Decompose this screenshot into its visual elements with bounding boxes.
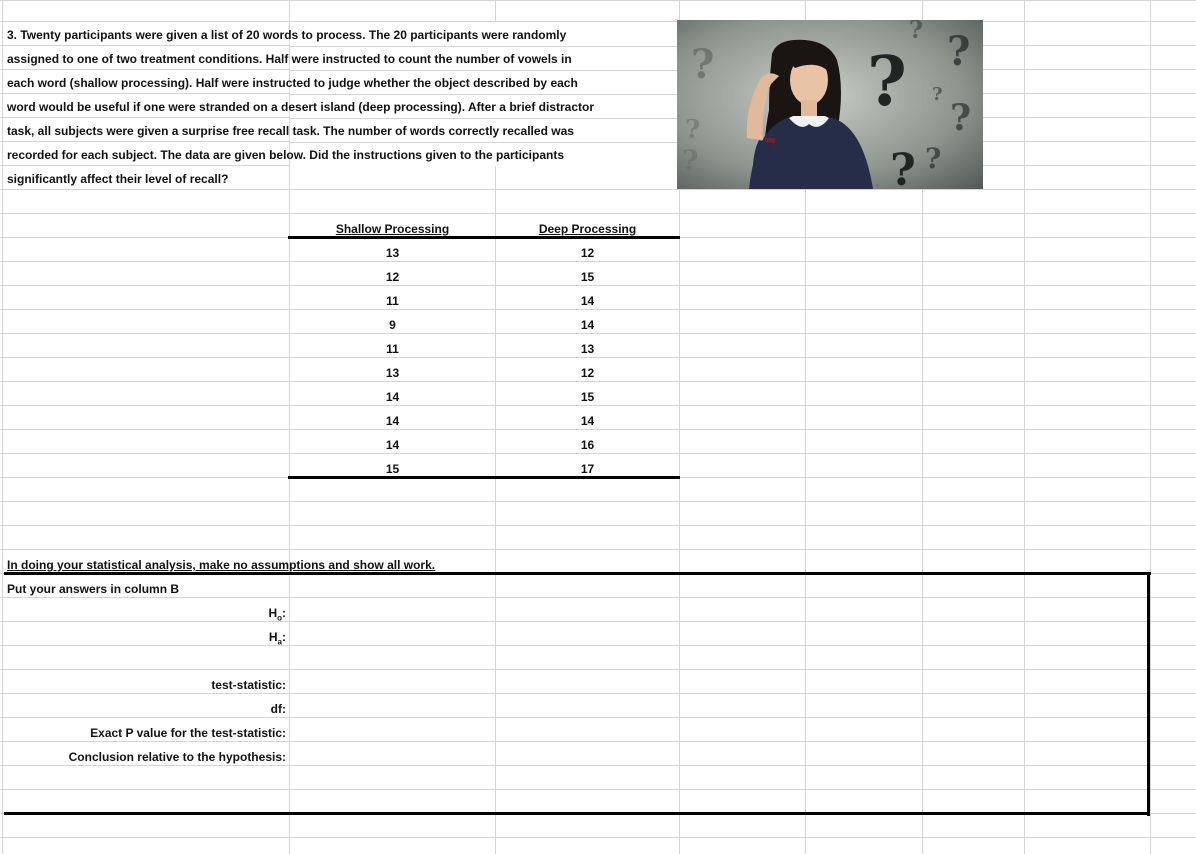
- gridline: [0, 405, 1196, 406]
- table-cell[interactable]: 14: [580, 294, 595, 308]
- thinking-woman-photo[interactable]: [677, 20, 983, 189]
- table-cell[interactable]: 11: [386, 294, 399, 308]
- question-mark-icon: ?: [691, 41, 715, 88]
- gridline: [0, 789, 1196, 790]
- alternative-hypothesis-label: $H_a$:: [268, 630, 286, 647]
- table-cell[interactable]: 12: [580, 246, 595, 260]
- question-mark-icon: ?: [925, 142, 942, 175]
- table-cell[interactable]: 15: [580, 270, 595, 284]
- table-cell[interactable]: 9: [389, 318, 396, 332]
- question-mark-icon: ?: [947, 28, 971, 75]
- table-cell[interactable]: 16: [580, 438, 595, 452]
- table-cell[interactable]: 15: [385, 462, 400, 476]
- gridline: [0, 453, 1196, 454]
- column-header-deep: Deep Processing: [538, 222, 637, 236]
- answer-box-top-border: [4, 572, 1151, 575]
- conclusion-label: Conclusion relative to the hypothesis:: [68, 750, 286, 764]
- question-mark-icon: ?: [950, 97, 972, 139]
- table-cell[interactable]: 14: [385, 414, 400, 428]
- question-line: recorded for each subject. The data are given below. Did the instructions given to the participants: [7, 148, 564, 162]
- table-cell[interactable]: 14: [580, 414, 595, 428]
- gridline: [0, 597, 1196, 598]
- question-line: task, all subjects were given a surprise free recall task. The number of words correctly recalled was: [7, 124, 574, 138]
- question-mark-icon: ?: [685, 115, 701, 145]
- gridline: [0, 429, 1196, 430]
- gridline: [0, 669, 1196, 670]
- question-mark-icon: ?: [890, 145, 916, 189]
- gridline: [0, 261, 1196, 262]
- gridline: [0, 0, 1196, 1]
- df-label: df:: [270, 702, 286, 716]
- gridline: [0, 333, 1196, 334]
- question-line: 3. Twenty participants were given a list of 20 words to process. The 20 participants were randomly: [7, 28, 567, 42]
- table-cell[interactable]: 13: [580, 342, 595, 356]
- table-top-border: [288, 236, 680, 239]
- table-cell[interactable]: 12: [385, 270, 400, 284]
- answer-column-note: Put your answers in column B: [7, 582, 180, 596]
- gridline: [0, 285, 1196, 286]
- gridline: [290, 142, 677, 143]
- gridline: [2, 0, 3, 854]
- gridline: [0, 381, 1196, 382]
- gridline: [0, 357, 1196, 358]
- table-cell[interactable]: 15: [580, 390, 595, 404]
- gridline: [0, 189, 1196, 190]
- photo-illustration: [677, 20, 983, 189]
- column-header-shallow: Shallow Processing: [335, 222, 450, 236]
- question-mark-icon: ?: [909, 20, 924, 44]
- question-mark-icon: ?: [867, 42, 907, 122]
- gridline: [0, 717, 1196, 718]
- gridline: [290, 118, 677, 119]
- answer-box-right-border: [1147, 572, 1150, 816]
- question-line: assigned to one of two treatment conditions. Half were instructed to count the number of vowels in: [7, 52, 572, 66]
- gridline: [290, 94, 677, 95]
- gridline: [0, 501, 1196, 502]
- gridline: [0, 837, 1196, 838]
- gridline: [1150, 0, 1151, 854]
- question-line: word would be useful if one were stranded on a desert island (deep processing). After a brief distractor: [7, 100, 594, 114]
- table-cell[interactable]: 17: [580, 462, 595, 476]
- gridline: [0, 309, 1196, 310]
- table-cell[interactable]: 14: [580, 318, 595, 332]
- instructions-text: In doing your statistical analysis, make no assumptions and show all work.: [7, 558, 436, 572]
- gridline: [290, 70, 677, 71]
- null-hypothesis-label: $H_o$:: [268, 606, 286, 623]
- table-cell[interactable]: 14: [385, 390, 400, 404]
- p-value-label: Exact P value for the test-statistic:: [90, 726, 286, 740]
- gridline: [0, 525, 1196, 526]
- gridline: [0, 765, 1196, 766]
- gridline: [290, 46, 677, 47]
- gridline: [1024, 0, 1025, 854]
- table-cell[interactable]: 12: [580, 366, 595, 380]
- gridline: [0, 741, 1196, 742]
- gridline: [0, 213, 1196, 214]
- table-cell[interactable]: 13: [385, 366, 400, 380]
- table-cell[interactable]: 13: [385, 246, 400, 260]
- question-line: each word (shallow processing). Half were instructed to judge whether the object described by each: [7, 76, 578, 90]
- table-cell[interactable]: 11: [386, 342, 399, 356]
- table-cell[interactable]: 14: [385, 438, 400, 452]
- test-statistic-label: test-statistic:: [211, 678, 286, 692]
- question-line: significantly affect their level of recall?: [7, 172, 229, 186]
- gridline: [0, 549, 1196, 550]
- gridline: [0, 693, 1196, 694]
- answer-box-bottom-border: [4, 812, 1150, 815]
- question-mark-icon: ?: [932, 84, 943, 105]
- question-mark-icon: ?: [682, 144, 699, 177]
